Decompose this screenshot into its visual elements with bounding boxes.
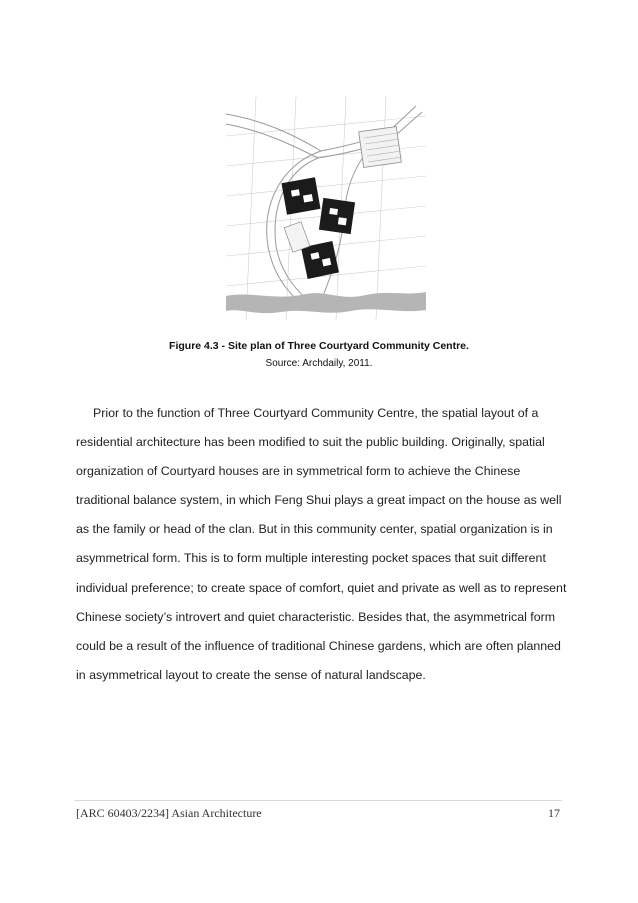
paragraph-line: could be a result of the influence of traditional Chinese gardens, which are often planned xyxy=(76,638,561,653)
paragraph-line: traditional balance system, in which Feng Shui plays a great impact on the house as well xyxy=(76,493,562,508)
site-plan-figure xyxy=(226,96,426,320)
figure-source: Source: Archdaily, 2011. xyxy=(265,358,373,369)
page-number: 17 xyxy=(548,806,560,820)
paragraph-line: asymmetrical form. This is to form multiple interesting pocket spaces that suit different xyxy=(76,551,546,566)
paragraph-line: in asymmetrical layout to create the sense of natural landscape. xyxy=(76,667,426,682)
paragraph-line: as the family or head of the clan. But in this community center, spatial organization is in xyxy=(76,522,553,537)
body-paragraph xyxy=(76,399,567,690)
site-plan-drawing xyxy=(226,96,426,320)
footer-course-code: [ARC 60403/2234] Asian Architecture xyxy=(76,806,262,820)
footer-divider xyxy=(74,800,562,801)
paragraph-line: Chinese society’s introvert and quiet characteristic. Besides that, the asymmetrical form xyxy=(76,609,556,624)
figure-caption: Figure 4.3 - Site plan of Three Courtyard Community Centre. xyxy=(169,340,469,352)
paragraph-line: organization of Courtyard houses are in symmetrical form to achieve the Chinese xyxy=(76,464,521,479)
paragraph-line: residential architecture has been modified to suit the public building. Originally, spatial xyxy=(76,435,545,450)
paragraph-line: Prior to the function of Three Courtyard Community Centre, the spatial layout of a xyxy=(93,406,539,420)
paragraph-line: individual preference; to create space of comfort, quiet and private as well as to represent xyxy=(76,580,567,595)
